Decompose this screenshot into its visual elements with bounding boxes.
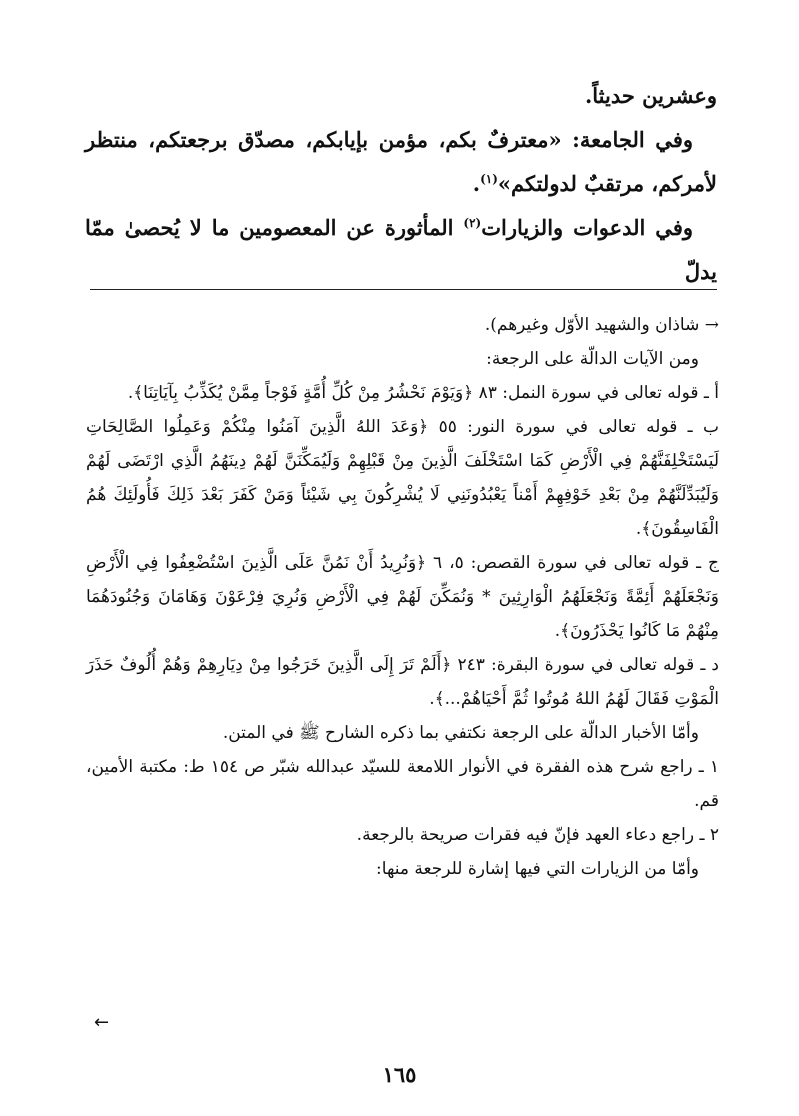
continue-arrow-icon: ←	[94, 1012, 110, 1033]
footnote-akhbar: وأمّا الأخبار الدالّة على الرجعة نكتفي بما ذكره الشارح ﷺ في المتن.	[222, 723, 699, 743]
main-paragraph-2-text: وفي الجامعة: «معترفٌ بكم، مؤمن بإيابكم، مصدّق برجعتكم، منتظر لأمركم، مرتقبٌ لدولتكم»	[85, 127, 717, 196]
main-paragraph-1	[85, 74, 717, 118]
footnote-verse-nur: ب ـ قوله تعالى في سورة النور: ٥٥ ﴿وَعَدَ اللهُ الَّذِينَ آمَنُوا مِنْكُمْ وَعَمِلُوا الصَّالِحَاتِ لَيَسْتَخْلِفَنَّهُمْ فِي الْأَرْضِ كَمَا اسْتَخْلَفَ الَّذِينَ مِنْ قَبْلِهِمْ وَلَيُمَكِّنَنَّ لَهُمْ دِينَهُمُ الَّذِي ارْتَضَى لَهُمْ وَلَيُبَدِّلَنَّهُمْ مِنْ بَعْدِ خَوْفِهِمْ أَمْناً يَعْبُدُونَنِي لَا يُشْرِكُونَ بِي شَيْئاً وَمَنْ كَفَرَ بَعْدَ ذَلِكَ فَأُولَئِكَ هُمُ الْفَاسِقُونَ﴾.	[86, 417, 719, 539]
footnote-2-continued: وأمّا من الزيارات التي فيها إشارة للرجعة منها:	[376, 859, 699, 879]
footnotes	[86, 308, 719, 886]
footnote-verses-intro: ومن الآيات الدالّة على الرجعة:	[486, 349, 699, 369]
footnote-verse-naml: أ ـ قوله تعالى في سورة النمل: ٨٣ ﴿وَيَوْمَ نَحْشُرُ مِنْ كُلِّ أُمَّةٍ فَوْجاً مِمَّنْ يُكَذِّبُ بِآيَاتِنَا﴾.	[127, 383, 719, 403]
main-paragraph-3-end: المأثورة عن المعصومين ما لا يُحصىٰ ممّا يدلّ	[85, 215, 717, 284]
footnote-verse-baqara: د ـ قوله تعالى في سورة البقرة: ٢٤٣ ﴿أَلَمْ تَرَ إِلَى الَّذِينَ خَرَجُوا مِنْ دِيَارِهِمْ وَهُمْ أُلُوفٌ حَذَرَ الْمَوْتِ فَقَالَ لَهُمُ اللهُ مُوتُوا ثُمَّ أَحْيَاهُمْ...﴾.	[86, 655, 719, 709]
footnote-2: ٢ ـ راجع دعاء العهد فإنّ فيه فقرات صريحة بالرجعة.	[356, 825, 719, 845]
main-paragraph-3	[85, 206, 717, 294]
footnote-verse-qasas: ج ـ قوله تعالى في سورة القصص: ٥، ٦ ﴿وَنُرِيدُ أَنْ نَمُنَّ عَلَى الَّذِينَ اسْتُضْعِفُوا فِي الْأَرْضِ وَنَجْعَلَهُمْ أَئِمَّةً وَنَجْعَلَهُمُ الْوَارِثِينَ * وَنُمَكِّنَ لَهُمْ فِي الْأَرْضِ وَنُرِيَ فِرْعَوْنَ وَهَامَانَ وَجُنُودَهُمَا مِنْهُمْ مَا كَانُوا يَحْذَرُونَ﴾.	[86, 553, 720, 641]
main-paragraph-1-text: وعشرين حديثاً.	[584, 83, 717, 108]
page-number: ١٦٥	[382, 1062, 417, 1087]
footnote-1: ١ ـ راجع شرح هذه الفقرة في الأنوار اللامعة للسيّد عبدالله شبّر ص ١٥٤ ط: مكتبة الأمين، قم.	[86, 757, 719, 811]
main-paragraph-2-end: .	[472, 171, 481, 196]
main-paragraph-2	[85, 118, 717, 206]
main-paragraph-3-start: وفي الدعوات والزيارات	[481, 215, 693, 240]
main-text	[85, 74, 717, 294]
footnote-ref-2[interactable]: (٢)	[463, 216, 482, 230]
footnote-continued: → شاذان والشهيد الأوّل وغيرهم).	[484, 315, 719, 335]
footnote-divider	[90, 289, 717, 290]
footnote-ref-1[interactable]: (١)	[480, 172, 498, 186]
